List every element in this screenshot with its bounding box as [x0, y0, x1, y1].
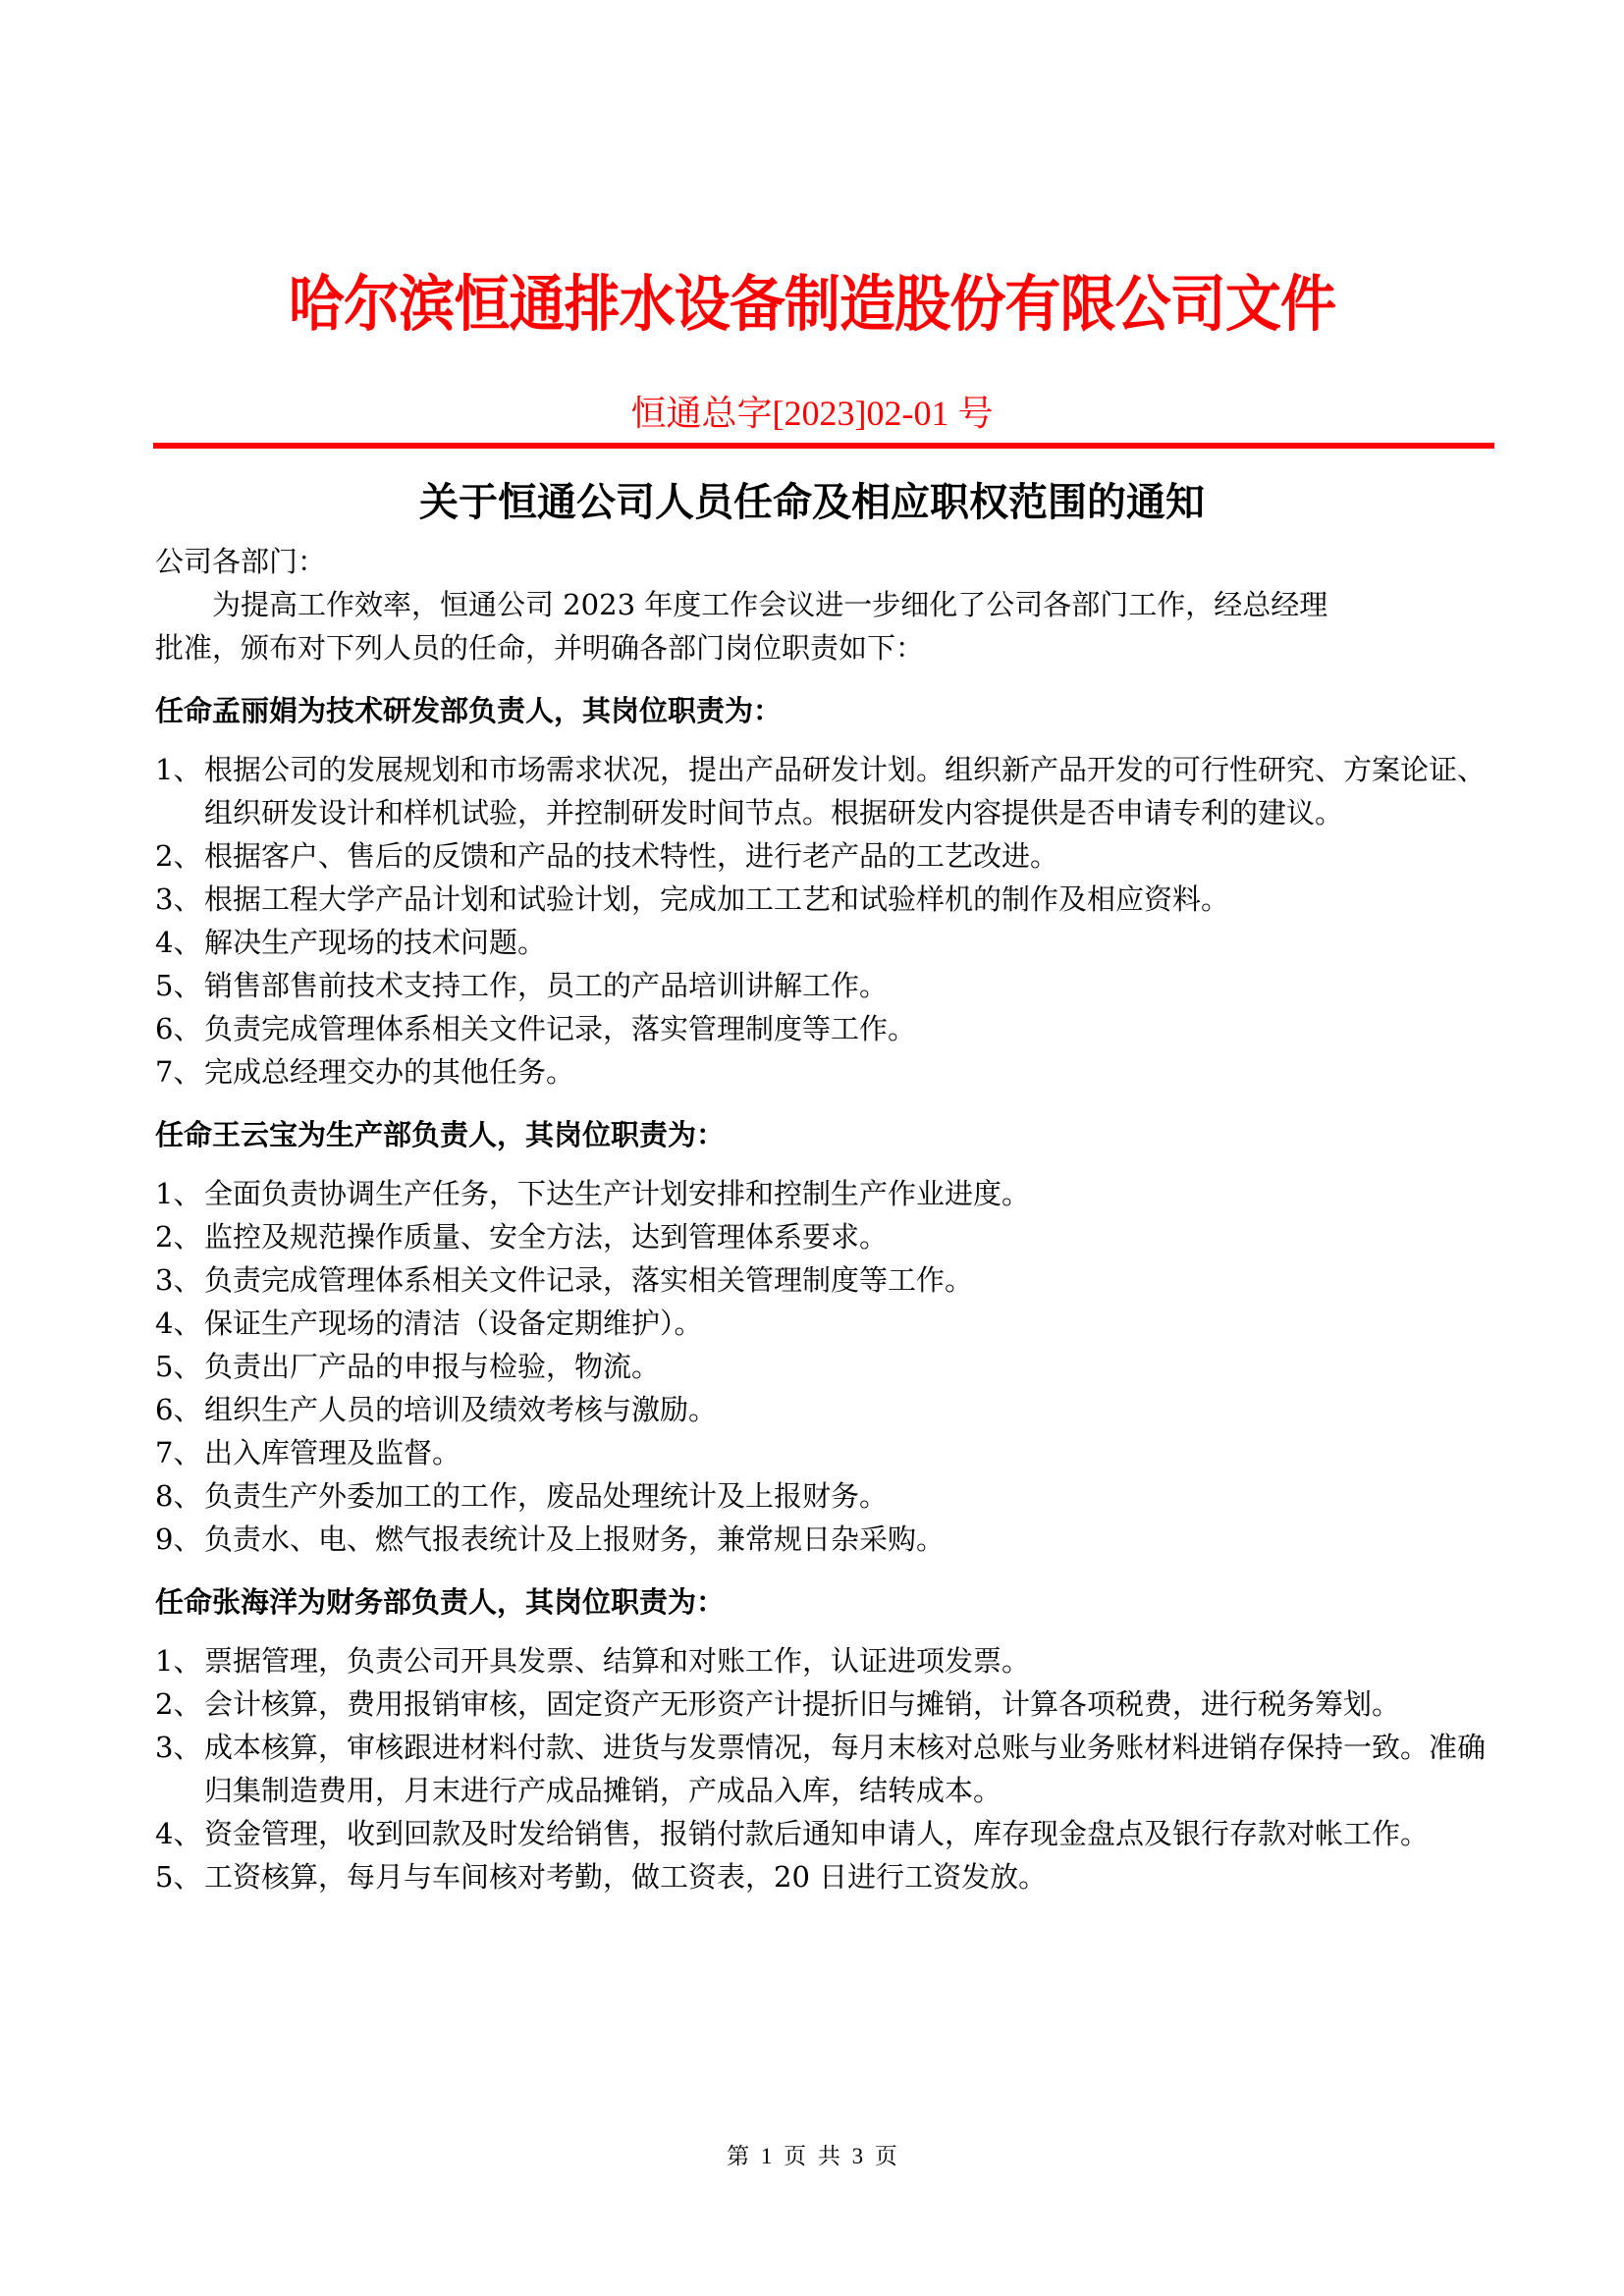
section-rd — [155, 689, 1490, 1094]
item-number: 3、 — [155, 1263, 202, 1297]
item-text: 负责水、电、燃气报表统计及上报财务，兼常规日杂采购。 — [204, 1522, 946, 1556]
item-number: 5、 — [155, 969, 202, 1002]
organization-title: 哈尔滨恒通排水设备制造股份有限公司文件 — [288, 268, 1336, 340]
item-text: 资金管理，收到回款及时发给销售，报销付款后通知申请人，库存现金盘点及银行存款对帐工作。 — [204, 1817, 1430, 1850]
list-item — [155, 1812, 1490, 1855]
list-item — [155, 1215, 1490, 1258]
list-item — [155, 1518, 1490, 1561]
item-text: 票据管理，负责公司开具发票、结算和对账工作，认证进项发票。 — [204, 1644, 1031, 1678]
item-text: 工资核算，每月与车间核对考勤，做工资表，20 日进行工资发放。 — [204, 1860, 1048, 1894]
item-text: 出入库管理及监督。 — [204, 1436, 461, 1469]
item-text: 组织生产人员的培训及绩效考核与激励。 — [204, 1393, 718, 1426]
item-number: 4、 — [155, 926, 202, 959]
item-number: 8、 — [155, 1479, 202, 1513]
item-number: 4、 — [155, 1307, 202, 1340]
section-heading: 任命孟丽娟为技术研发部负责人，其岗位职责为： — [155, 694, 783, 727]
section-finance — [155, 1580, 1490, 1898]
item-text: 会计核算，费用报销审核，固定资产无形资产计提折旧与摊销，计算各项税费，进行税务筹划。 — [204, 1687, 1401, 1721]
item-text: 负责完成管理体系相关文件记录，落实管理制度等工作。 — [204, 1012, 917, 1045]
item-number: 5、 — [155, 1350, 202, 1383]
item-number: 4、 — [155, 1817, 202, 1850]
list-item — [155, 1726, 1490, 1812]
item-number: 2、 — [155, 1687, 202, 1721]
list-item — [155, 1431, 1490, 1474]
list-item — [155, 1007, 1490, 1050]
item-number: 5、 — [155, 1860, 202, 1894]
item-number: 6、 — [155, 1012, 202, 1045]
item-number: 3、 — [155, 882, 202, 916]
item-number: 1、 — [155, 1644, 202, 1678]
document-number: 恒通总字[2023]02-01 号 — [630, 394, 994, 433]
item-number: 3、 — [155, 1731, 202, 1764]
list-item — [155, 1682, 1490, 1726]
list-item — [155, 748, 1490, 834]
list-item — [155, 1050, 1490, 1094]
item-text: 负责生产外委加工的工作，废品处理统计及上报财务。 — [204, 1479, 889, 1513]
list-item — [155, 1172, 1490, 1215]
item-text: 成本核算，审核跟进材料付款、进货与发票情况，每月末核对总账与业务账材料进销存保持一致。准确归集制造费用，月末进行产成品摊销，产成品入库，结转成本。 — [204, 1731, 1487, 1807]
item-text: 根据公司的发展规划和市场需求状况，提出产品研发计划。组织新产品开发的可行性研究、方案论证、组织研发设计和样机试验，并控制研发时间节点。根据研发内容提供是否申请专利的建议。 — [204, 753, 1487, 829]
list-item — [155, 921, 1490, 964]
item-text: 监控及规范操作质量、安全方法，达到管理体系要求。 — [204, 1220, 889, 1254]
list-item — [155, 1345, 1490, 1388]
list-item — [155, 1639, 1490, 1682]
item-text: 解决生产现场的技术问题。 — [204, 926, 547, 959]
section-heading: 任命张海洋为财务部负责人，其岗位职责为： — [155, 1585, 726, 1619]
item-number: 2、 — [155, 839, 202, 873]
item-text: 全面负责协调生产任务，下达生产计划安排和控制生产作业进度。 — [204, 1177, 1031, 1210]
item-number: 2、 — [155, 1220, 202, 1254]
salutation: 公司各部门： — [155, 545, 327, 578]
list-item — [155, 1855, 1490, 1898]
item-number: 1、 — [155, 753, 202, 786]
page-indicator: 第 1 页 共 3 页 — [727, 2144, 897, 2168]
item-text: 保证生产现场的清洁（设备定期维护）。 — [204, 1307, 703, 1340]
list-item — [155, 964, 1490, 1007]
intro-paragraph-line: 为提高工作效率，恒通公司 2023 年度工作会议进一步细化了公司各部门工作，经总经理 — [212, 588, 1328, 621]
intro-paragraph-line: 批准，颁布对下列人员的任命，并明确各部门岗位职责如下： — [155, 631, 925, 665]
notice-title: 关于恒通公司人员任命及相应职权范围的通知 — [419, 479, 1205, 525]
item-number: 6、 — [155, 1393, 202, 1426]
list-item — [155, 1388, 1490, 1431]
item-text: 负责出厂产品的申报与检验，物流。 — [204, 1350, 661, 1383]
section-production — [155, 1113, 1490, 1561]
header-divider — [153, 443, 1494, 449]
item-number: 7、 — [155, 1055, 202, 1089]
list-item — [155, 1302, 1490, 1345]
section-heading: 任命王云宝为生产部负责人，其岗位职责为： — [155, 1118, 726, 1151]
item-number: 7、 — [155, 1436, 202, 1469]
item-text: 根据客户、售后的反馈和产品的技术特性，进行老产品的工艺改进。 — [204, 839, 1059, 873]
item-number: 1、 — [155, 1177, 202, 1210]
item-text: 完成总经理交办的其他任务。 — [204, 1055, 575, 1089]
item-text: 根据工程大学产品计划和试验计划，完成加工工艺和试验样机的制作及相应资料。 — [204, 882, 1230, 916]
list-item — [155, 1474, 1490, 1518]
list-item — [155, 834, 1490, 878]
item-number: 9、 — [155, 1522, 202, 1556]
item-text: 负责完成管理体系相关文件记录，落实相关管理制度等工作。 — [204, 1263, 974, 1297]
list-item — [155, 878, 1490, 921]
list-item — [155, 1258, 1490, 1302]
notice-body — [155, 540, 1490, 1898]
item-text: 销售部售前技术支持工作，员工的产品培训讲解工作。 — [204, 969, 889, 1002]
